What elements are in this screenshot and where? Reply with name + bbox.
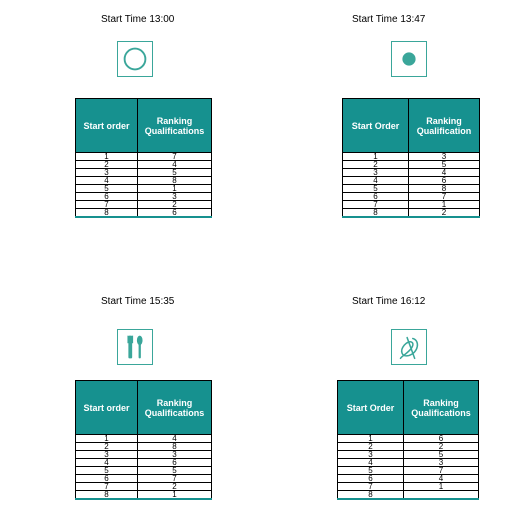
start-order-cell: 2 — [338, 443, 404, 451]
start-order-cell: 7 — [343, 201, 409, 209]
ranking-cell: 8 — [138, 443, 212, 451]
ranking-cell: 2 — [138, 483, 212, 491]
start-order-cell: 3 — [76, 451, 138, 459]
scribble-icon — [391, 329, 427, 365]
table-row — [338, 459, 479, 467]
ranking-cell: 5 — [404, 451, 479, 459]
table-row — [338, 475, 479, 483]
start-order-cell: 5 — [76, 185, 138, 193]
table-row — [76, 209, 212, 218]
table-row — [343, 169, 480, 177]
start-order-cell: 4 — [76, 459, 138, 467]
start-order-cell: 6 — [338, 475, 404, 483]
ranking-cell: 3 — [409, 153, 480, 161]
table-row — [76, 459, 212, 467]
ranking-header: Ranking Qualifications — [138, 381, 212, 435]
table-row — [76, 435, 212, 443]
ranking-cell: 5 — [138, 169, 212, 177]
ranking-cell: 3 — [404, 459, 479, 467]
table-row — [76, 201, 212, 209]
start-order-cell: 8 — [76, 491, 138, 500]
panel-3-table — [75, 380, 212, 500]
table-row — [76, 491, 212, 500]
start-order-cell: 8 — [343, 209, 409, 218]
table-row — [343, 201, 480, 209]
ranking-header: Ranking Qualifications — [138, 99, 212, 153]
ranking-cell: 1 — [138, 185, 212, 193]
start-order-cell: 8 — [338, 491, 404, 500]
table-row — [76, 193, 212, 201]
start-order-cell: 8 — [76, 209, 138, 218]
ranking-cell: 7 — [409, 193, 480, 201]
ranking-cell: 3 — [138, 451, 212, 459]
table-row — [76, 185, 212, 193]
ranking-cell: 4 — [138, 161, 212, 169]
ranking-cell: 7 — [138, 153, 212, 161]
circle-outline-icon — [117, 41, 153, 77]
ranking-cell — [404, 491, 479, 500]
table-row — [338, 451, 479, 459]
panel-2-title: Start Time 13:47 — [352, 14, 426, 25]
table-row — [76, 161, 212, 169]
panel-1-title: Start Time 13:00 — [101, 14, 175, 25]
table-row — [76, 467, 212, 475]
ranking-cell: 4 — [409, 169, 480, 177]
ranking-cell: 2 — [138, 201, 212, 209]
panel-2-table — [342, 98, 480, 218]
ranking-cell: 1 — [138, 491, 212, 500]
table-row — [76, 169, 212, 177]
panel-3-title: Start Time 15:35 — [101, 296, 175, 307]
ranking-cell: 7 — [404, 467, 479, 475]
ranking-cell: 6 — [404, 435, 479, 443]
start-order-cell: 7 — [338, 483, 404, 491]
start-order-cell: 1 — [76, 435, 138, 443]
start-order-cell: 7 — [76, 201, 138, 209]
ranking-cell: 5 — [138, 467, 212, 475]
ranking-cell: 3 — [138, 193, 212, 201]
start-order-cell: 6 — [343, 193, 409, 201]
table-row — [343, 209, 480, 218]
start-order-cell: 5 — [343, 185, 409, 193]
table-row — [338, 435, 479, 443]
start-order-cell: 1 — [338, 435, 404, 443]
ranking-cell: 7 — [138, 475, 212, 483]
ranking-cell: 6 — [409, 177, 480, 185]
start-order-cell: 4 — [76, 177, 138, 185]
ranking-cell: 5 — [409, 161, 480, 169]
ranking-cell: 6 — [138, 459, 212, 467]
start-order-cell: 1 — [76, 153, 138, 161]
start-order-cell: 1 — [343, 153, 409, 161]
panel-4-title: Start Time 16:12 — [352, 296, 426, 307]
table-row — [76, 177, 212, 185]
start-order-cell: 3 — [343, 169, 409, 177]
start-order-cell: 7 — [76, 483, 138, 491]
table-row — [76, 443, 212, 451]
table-row — [338, 467, 479, 475]
cutlery-icon — [117, 329, 153, 365]
ranking-cell: 1 — [409, 201, 480, 209]
table-row — [338, 483, 479, 491]
start-order-cell: 4 — [343, 177, 409, 185]
start-order-cell: 3 — [76, 169, 138, 177]
ranking-cell: 4 — [404, 475, 479, 483]
start-order-cell: 4 — [338, 459, 404, 467]
table-row — [76, 451, 212, 459]
ranking-cell: 6 — [138, 209, 212, 218]
ranking-header: Ranking Qualification — [409, 99, 480, 153]
start-order-cell: 5 — [76, 467, 138, 475]
ranking-cell: 4 — [138, 435, 212, 443]
start-order-cell: 2 — [76, 161, 138, 169]
table-row — [76, 153, 212, 161]
filled-dot-icon — [391, 41, 427, 77]
ranking-cell: 8 — [138, 177, 212, 185]
start-order-cell: 5 — [338, 467, 404, 475]
table-row — [76, 483, 212, 491]
start-order-cell: 6 — [76, 193, 138, 201]
table-row — [76, 475, 212, 483]
panel-4-table — [337, 380, 479, 500]
start-order-cell: 2 — [343, 161, 409, 169]
panel-1-table — [75, 98, 212, 218]
start-order-header: Start Order — [338, 381, 404, 435]
ranking-cell: 8 — [409, 185, 480, 193]
table-row — [343, 185, 480, 193]
start-order-cell: 6 — [76, 475, 138, 483]
start-order-header: Start order — [76, 99, 138, 153]
table-row — [338, 491, 479, 500]
ranking-cell: 2 — [404, 443, 479, 451]
ranking-header: Ranking Qualifications — [404, 381, 479, 435]
start-order-cell: 3 — [338, 451, 404, 459]
ranking-cell: 1 — [404, 483, 479, 491]
start-order-header: Start order — [76, 381, 138, 435]
table-row — [338, 443, 479, 451]
table-row — [343, 153, 480, 161]
table-row — [343, 161, 480, 169]
table-row — [343, 193, 480, 201]
start-order-header: Start Order — [343, 99, 409, 153]
table-row — [343, 177, 480, 185]
start-order-cell: 2 — [76, 443, 138, 451]
ranking-cell: 2 — [409, 209, 480, 218]
